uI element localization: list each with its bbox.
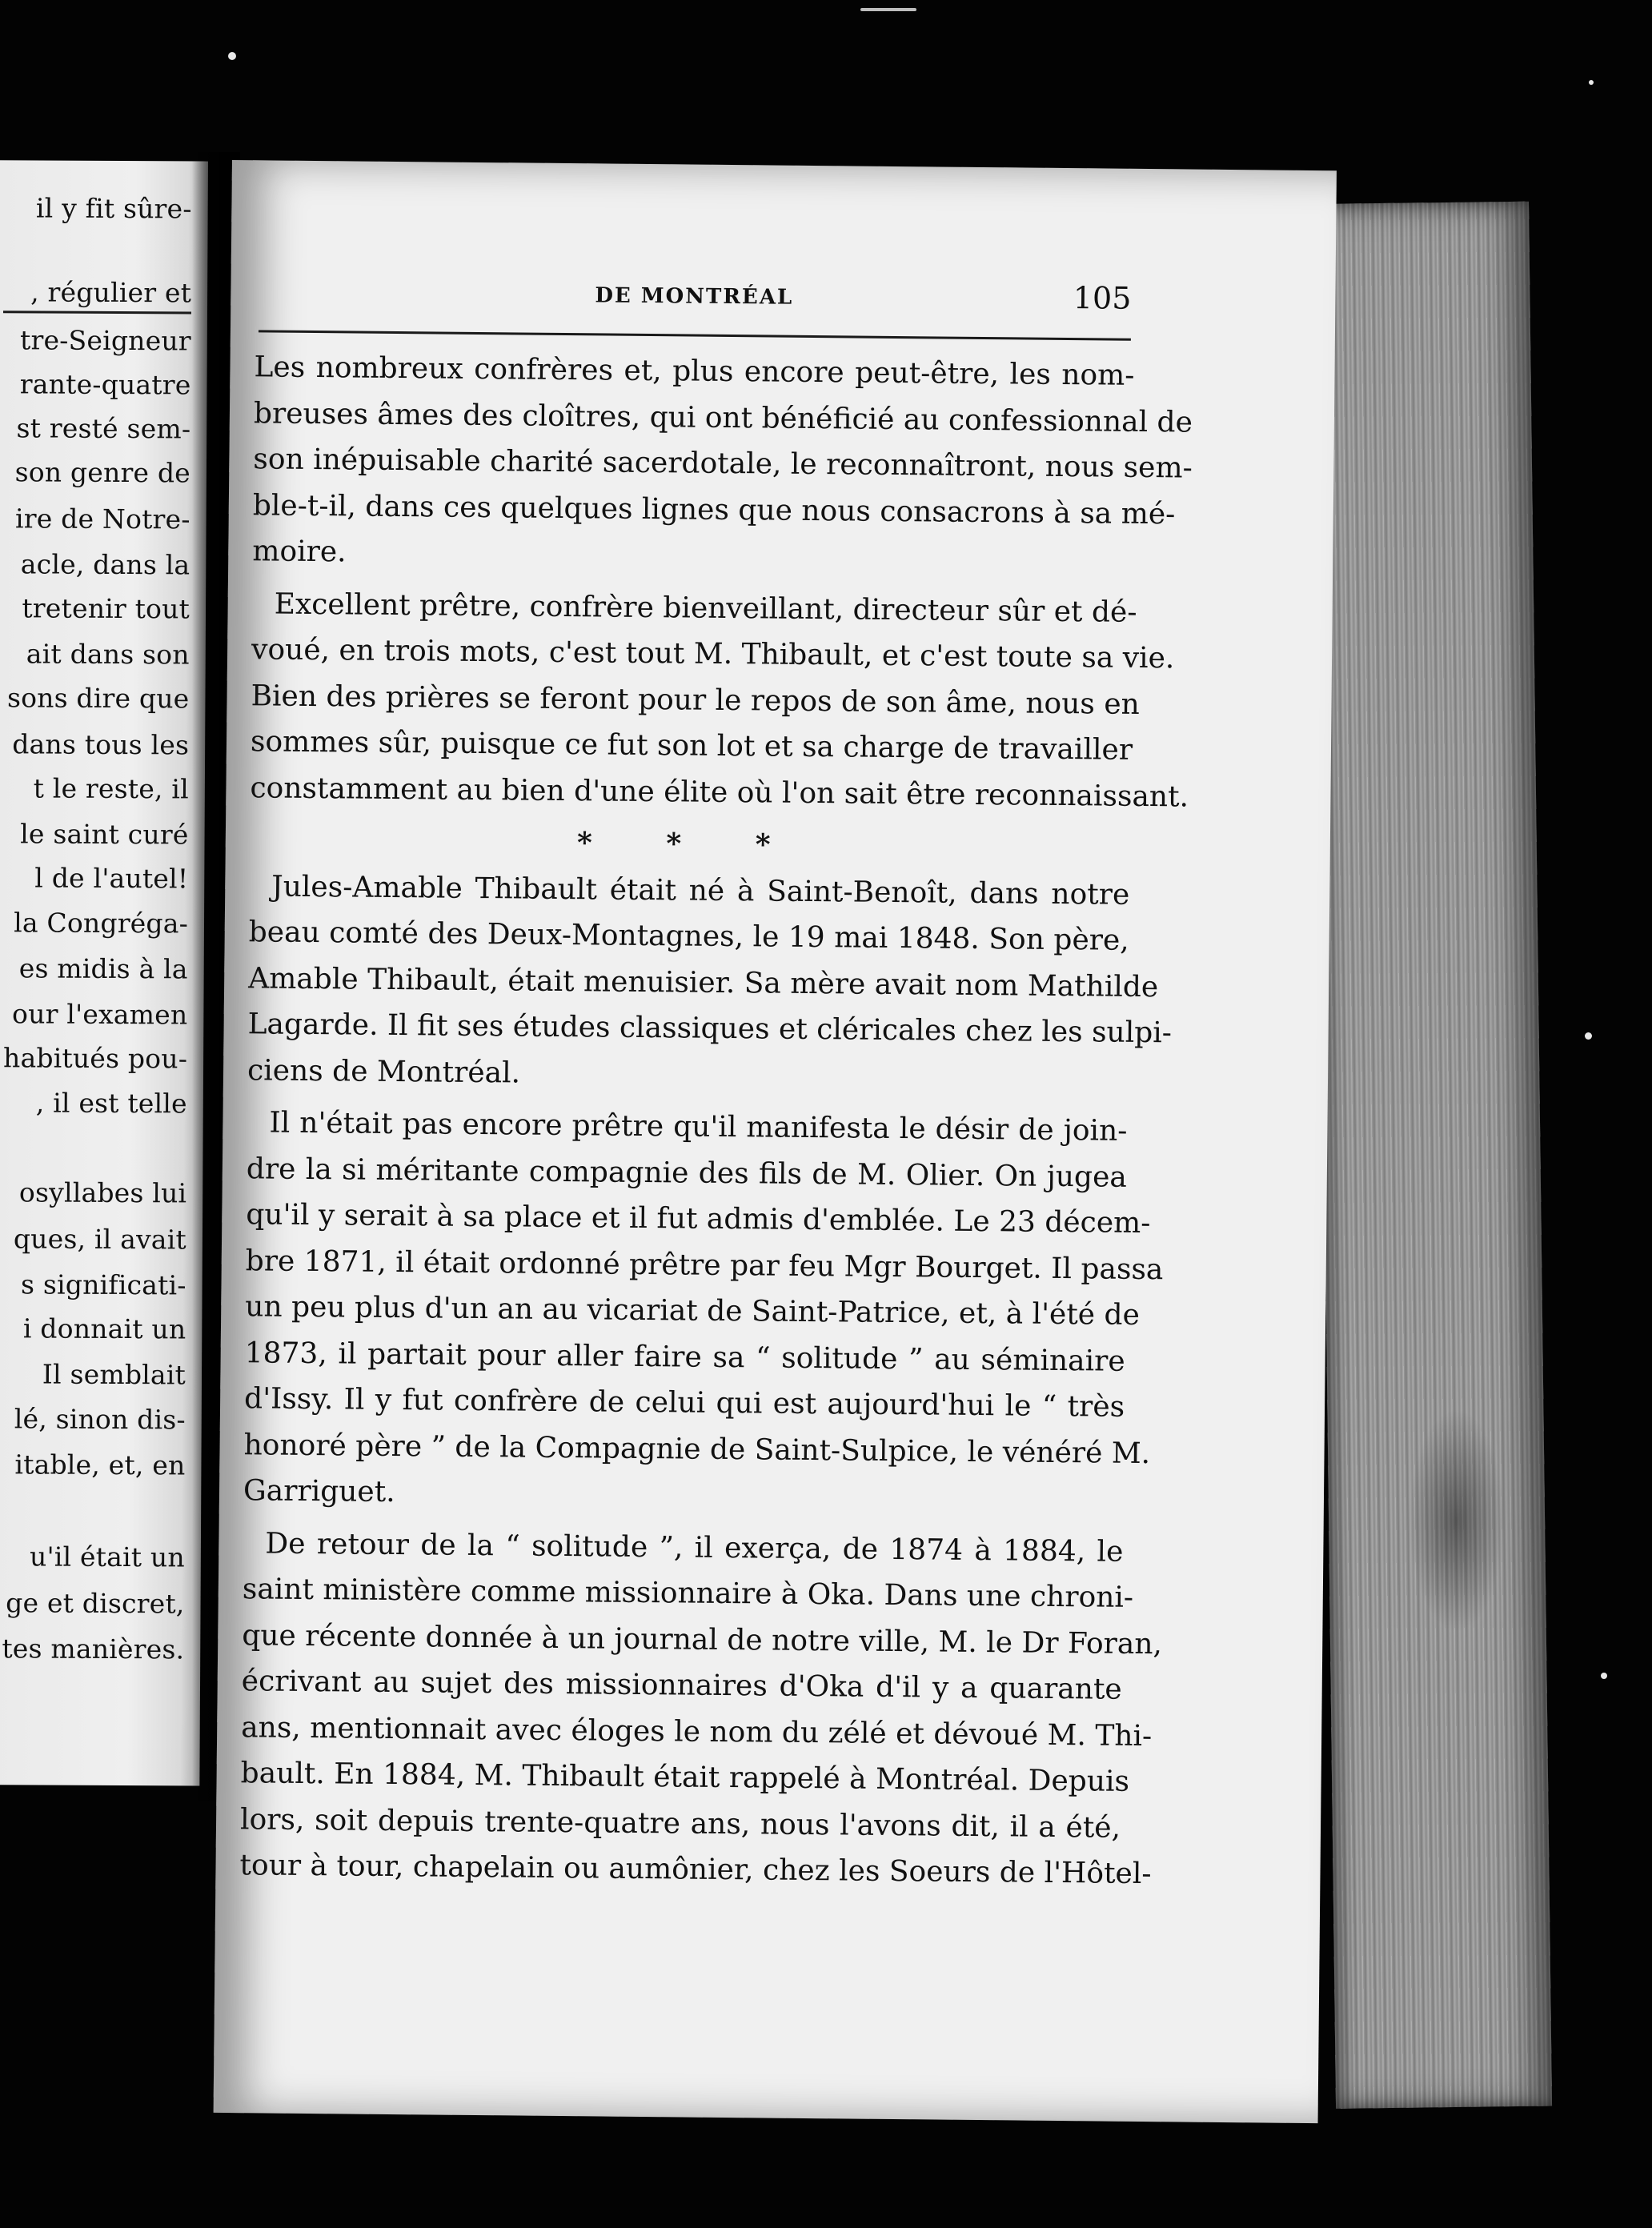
dust-speck bbox=[1585, 1032, 1592, 1040]
left-page-line: lé, sinon dis- bbox=[14, 1403, 186, 1436]
text-line: ciens de Montréal. bbox=[247, 1053, 521, 1090]
left-page-line: i donnait un bbox=[22, 1312, 186, 1345]
header-rule bbox=[259, 330, 1131, 340]
text-line: un peu plus d'un an au vicariat de Saint-Patrice, et, à l'été de bbox=[245, 1290, 1141, 1332]
left-page-line: acle, dans la bbox=[20, 548, 190, 581]
left-page-line: rante-quatre bbox=[19, 368, 191, 401]
text-line: son inépuisable charité sacerdotale, le reconnaîtront, nous sem- bbox=[253, 443, 1193, 485]
text-line: lors, soit depuis trente-quatre ans, nous l'avons dit, il a été, bbox=[239, 1802, 1121, 1845]
main-page bbox=[214, 160, 1337, 2123]
running-head bbox=[259, 280, 1131, 328]
hair-artifact bbox=[860, 8, 916, 11]
left-page-line: ire de Notre- bbox=[14, 503, 190, 535]
text-line: constamment au bien d'une élite où l'on sait être reconnaissant. bbox=[250, 771, 1189, 814]
text-line: bault. En 1884, M. Thibault était rappelé à Montréal. Depuis bbox=[240, 1757, 1130, 1798]
text-line: Excellent prêtre, confrère bienveillant, directeur sûr et dé- bbox=[274, 587, 1137, 629]
left-page-line: tre-Seigneur bbox=[19, 324, 191, 357]
text-line: saint ministère comme missionnaire à Oka. Dans une chroni- bbox=[242, 1573, 1134, 1614]
text-line: bre 1871, il était ordonné prêtre par feu Mgr Bourget. Il passa bbox=[245, 1244, 1164, 1286]
text-line: sommes sûr, puisque ce fut son lot et sa charge de travailler bbox=[250, 725, 1133, 767]
left-page-line: es midis à la bbox=[18, 952, 188, 985]
text-line: écrivant au sujet des missionnaires d'Oka d'il y a quarante bbox=[241, 1665, 1122, 1706]
text-line: Garriguet. bbox=[243, 1474, 395, 1509]
left-page bbox=[0, 160, 208, 1786]
left-page-line: t le reste, il bbox=[33, 772, 189, 805]
left-page-text bbox=[0, 160, 208, 1665]
left-page-line: tes manières. bbox=[2, 1633, 185, 1665]
text-line: breuses âmes des cloîtres, qui ont bénéficié au confessionnal de bbox=[253, 396, 1193, 439]
left-page-line: osyllabes lui bbox=[18, 1176, 187, 1209]
left-page-line: , il est telle bbox=[35, 1087, 187, 1120]
left-page-line: ques, il avait bbox=[13, 1223, 187, 1256]
left-page-line: s significati- bbox=[20, 1268, 186, 1301]
text-line: Jules-Amable Thibault était né à Saint-Benoît, dans notre bbox=[271, 870, 1130, 912]
text-line: Les nombreux confrères et, plus encore peut-être, les nom- bbox=[254, 351, 1135, 392]
text-line: beau comté des Deux-Montagnes, le 19 mai 1848. Son père, bbox=[248, 916, 1129, 957]
left-page-line: Il semblait bbox=[42, 1358, 186, 1391]
left-page-line: la Congréga- bbox=[14, 907, 189, 940]
page-edge-stain bbox=[1409, 1409, 1505, 1633]
left-page-line: st resté sem- bbox=[16, 412, 191, 445]
text-line: d'Issy. Il y fut confrère de celui qui est aujourd'hui le “ très bbox=[243, 1382, 1125, 1424]
left-page-line: le saint curé bbox=[20, 818, 189, 851]
dust-speck bbox=[228, 52, 236, 60]
text-line: dre la si méritante compagnie des fils de M. Olier. On jugea bbox=[246, 1152, 1128, 1194]
left-page-line: ge et discret, bbox=[6, 1587, 185, 1620]
text-line: tour à tour, chapelain ou aumônier, chez les Soeurs de l'Hôtel- bbox=[239, 1849, 1152, 1891]
body-text bbox=[239, 344, 1193, 1903]
text-line: que récente donnée à un journal de notre ville, M. le Dr Foran, bbox=[242, 1618, 1163, 1661]
page-number: 105 bbox=[1073, 280, 1132, 316]
dust-speck bbox=[1589, 80, 1594, 85]
left-page-line: habitués pou- bbox=[2, 1042, 188, 1075]
left-page-line: our l'examen bbox=[12, 998, 188, 1031]
left-page-line: sons dire que bbox=[6, 682, 190, 715]
text-line: Amable Thibault, était menuisier. Sa mère avait nom Mathilde bbox=[247, 961, 1159, 1004]
running-title: DE MONTRÉAL bbox=[595, 283, 794, 310]
left-header-rule bbox=[3, 311, 191, 314]
text-line: ble-t-il, dans ces quelques lignes que nous consacrons à sa mé- bbox=[252, 488, 1176, 531]
page-edge-stack bbox=[1313, 202, 1552, 2109]
text-line: voué, en trois mots, c'est tout M. Thibault, et c'est toute sa vie. bbox=[251, 633, 1175, 675]
left-page-line: l de l'autel! bbox=[34, 862, 189, 895]
left-page-line: ait dans son bbox=[26, 638, 190, 671]
text-line: honoré père ” de la Compagnie de Saint-Sulpice, le vénéré M. bbox=[243, 1428, 1151, 1470]
left-page-line: tretenir tout bbox=[22, 592, 190, 625]
text-line: qu'il y serait à sa place et il fut admis d'emblée. Le 23 décem- bbox=[246, 1198, 1151, 1240]
left-page-line: u'il était un bbox=[29, 1541, 185, 1573]
text-line: Bien des prières se feront pour le repos de son âme, nous en bbox=[251, 679, 1141, 721]
text-line: moire. bbox=[252, 535, 347, 569]
text-line: Lagarde. Il fit ses études classiques et cléricales chez les sulpi- bbox=[247, 1008, 1173, 1050]
dust-speck bbox=[1601, 1673, 1607, 1679]
left-page-line: itable, et, en bbox=[14, 1449, 186, 1481]
left-page-line: il y fit sûre- bbox=[35, 192, 192, 225]
text-line: 1873, il partait pour aller faire sa “ solitude ” au séminaire bbox=[244, 1336, 1125, 1378]
left-page-line: , régulier et bbox=[30, 276, 192, 309]
left-page-line: dans tous les bbox=[12, 728, 190, 761]
text-line: ans, mentionnait avec éloges le nom du zélé et dévoué M. Thi- bbox=[241, 1710, 1153, 1753]
text-line: De retour de la “ solitude ”, il exerça, de 1874 à 1884, le bbox=[265, 1526, 1124, 1569]
section-separator: * * * bbox=[576, 826, 803, 862]
left-page-line: son genre de bbox=[14, 456, 191, 489]
text-line: Il n'était pas encore prêtre qu'il manifesta le désir de join- bbox=[269, 1106, 1128, 1148]
